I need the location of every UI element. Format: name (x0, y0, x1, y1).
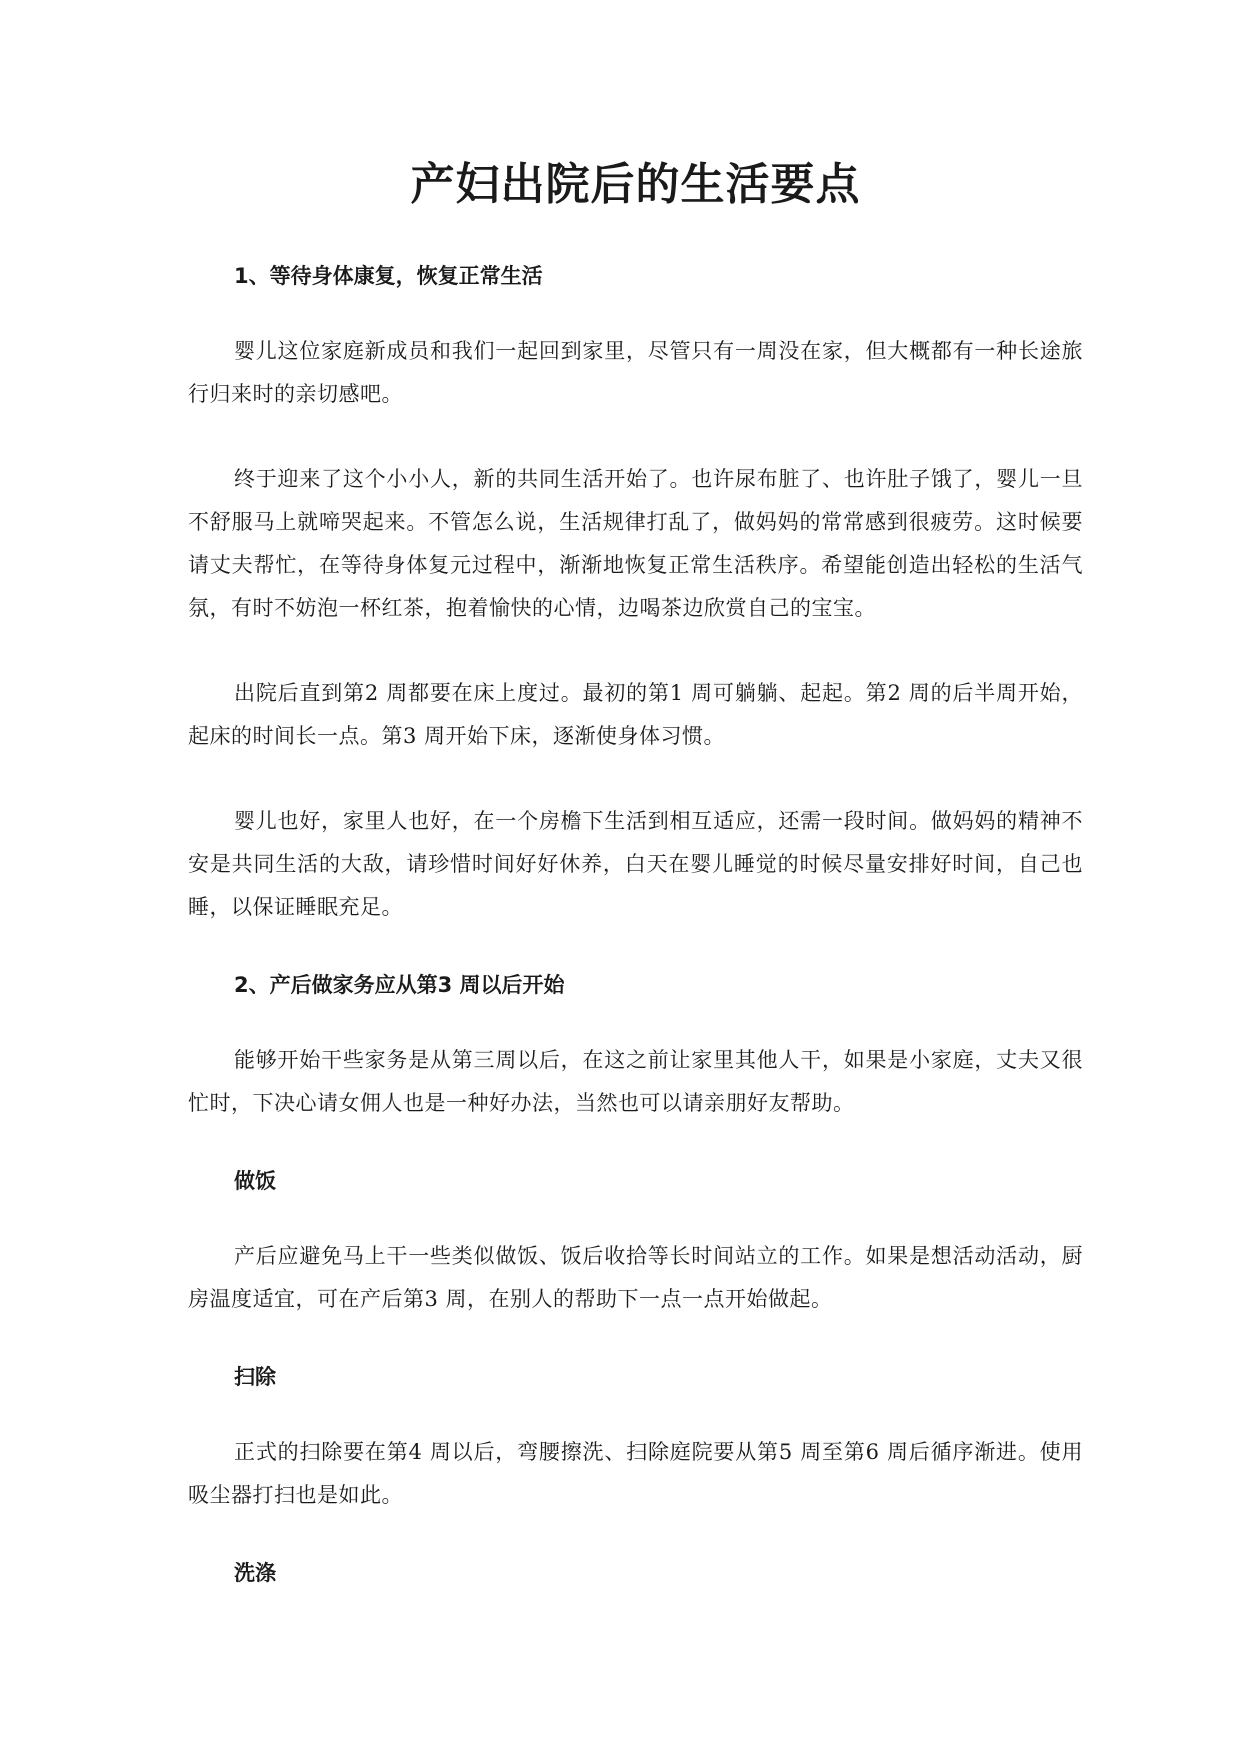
paragraph: 能够开始干些家务是从第三周以后，在这之前让家里其他人干，如果是小家庭，丈夫又很忙时，下决心请女佣人也是一种好办法，当然也可以请亲朋好友帮助。 (188, 1048, 1083, 1115)
paragraph: 出院后直到第2 周都要在床上度过。最初的第1 周可躺躺、起起。第2 周的后半周开始，起床的时间长一点。第3 周开始下床，逐渐使身体习惯。 (188, 681, 1083, 748)
paragraph: 产后应避免马上干一些类似做饭、饭后收拾等长时间站立的工作。如果是想活动活动，厨房温度适宜，可在产后第3 周，在别人的帮助下一点一点开始做起。 (188, 1244, 1083, 1311)
section-heading-housework: 2、产后做家务应从第3 周以后开始 (234, 973, 565, 997)
subheading-cleaning: 扫除 (234, 1365, 276, 1389)
paragraph: 正式的扫除要在第4 周以后，弯腰擦洗、扫除庭院要从第5 周至第6 周后循序渐进。使用吸尘器打扫也是如此。 (188, 1440, 1083, 1507)
section-heading-recovery: 1、等待身体康复，恢复正常生活 (234, 264, 543, 288)
document-page (188, 150, 1083, 1627)
paragraph: 终于迎来了这个小小人，新的共同生活开始了。也许尿布脏了、也许肚子饿了，婴儿一旦不舒服马上就啼哭起来。不管怎么说，生活规律打乱了，做妈妈的常常感到很疲劳。这时候要请丈夫帮忙，在等待身体复元过程中，渐渐地恢复正常生活秩序。希望能创造出轻松的生活气氛，有时不妨泡一杯红茶，抱着愉快的心情，边喝茶边欣赏自己的宝宝。 (188, 467, 1083, 620)
paragraph: 婴儿也好，家里人也好，在一个房檐下生活到相互适应，还需一段时间。做妈妈的精神不安是共同生活的大敌，请珍惜时间好好休养，白天在婴儿睡觉的时候尽量安排好时间，自己也睡，以保证睡眠充足。 (188, 809, 1083, 919)
subheading-washing: 洗涤 (234, 1561, 276, 1585)
subheading-cooking: 做饭 (234, 1169, 276, 1193)
paragraph: 婴儿这位家庭新成员和我们一起回到家里，尽管只有一周没在家，但大概都有一种长途旅行归来时的亲切感吧。 (188, 339, 1083, 406)
document-title: 产妇出院后的生活要点 (410, 159, 861, 210)
